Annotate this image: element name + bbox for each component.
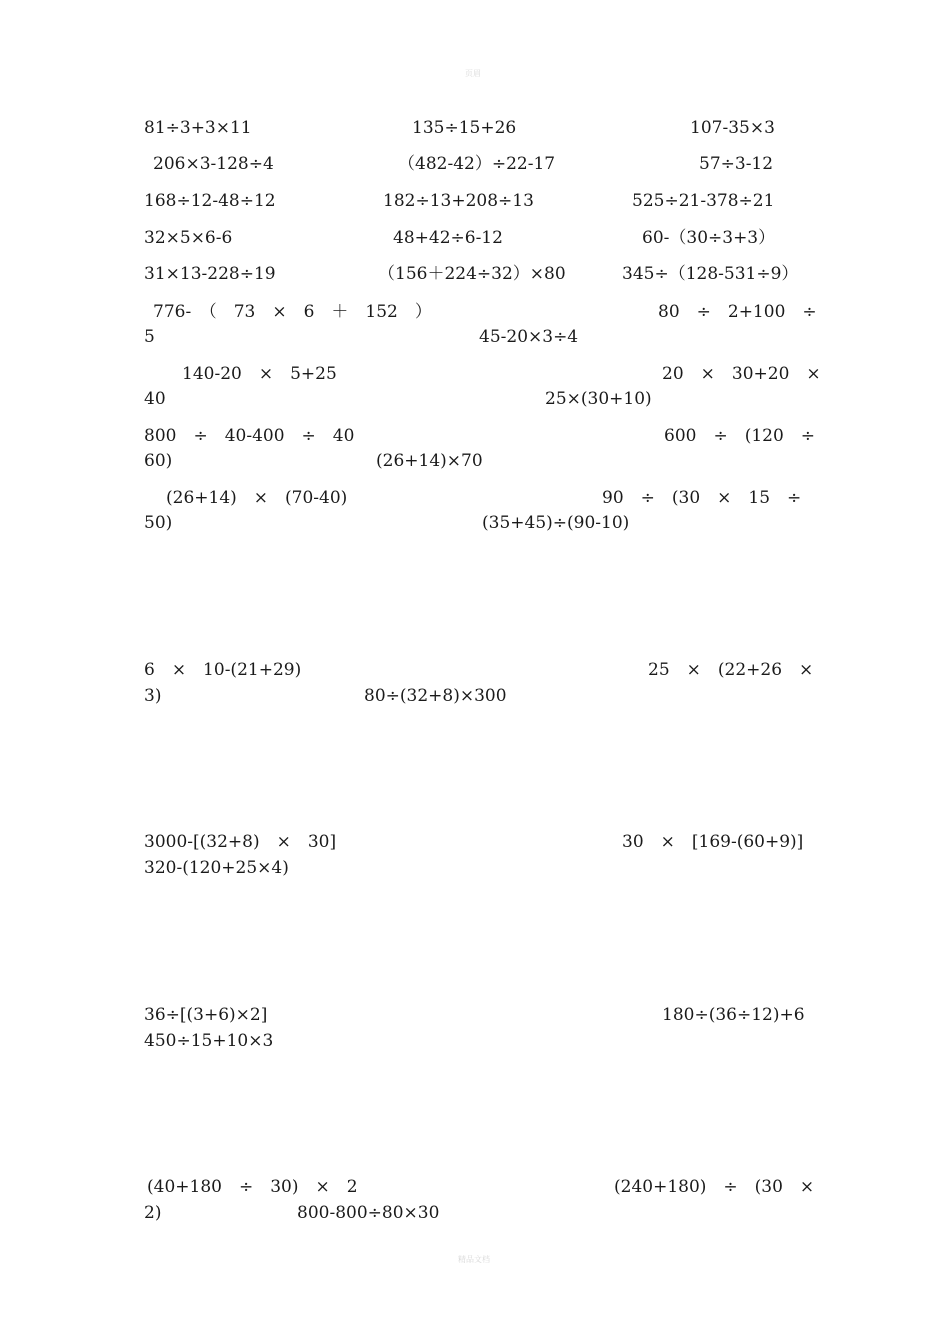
problem: 81÷3+3×11 xyxy=(144,118,252,138)
problem: (40+180 ÷ 30) × 2 xyxy=(147,1177,358,1197)
problem: (240+180) ÷ (30 × xyxy=(614,1177,815,1197)
problem: 345÷（128-531÷9） xyxy=(622,264,799,284)
problem: 60-（30÷3+3） xyxy=(642,228,776,248)
problem: (26+14) × (70-40) xyxy=(166,488,348,508)
problem: 776- （ 73 × 6 ＋ 152 ） xyxy=(153,302,432,322)
problem: 31×13-228÷19 xyxy=(144,264,276,284)
problem: 168÷12-48÷12 xyxy=(144,191,276,211)
problem: 180÷(36÷12)+6 xyxy=(662,1005,805,1025)
problem: 30 × [169-(60+9)] xyxy=(622,832,804,852)
problem: 600 ÷ (120 ÷ xyxy=(664,426,816,446)
problem: 800 ÷ 40-400 ÷ 40 xyxy=(144,426,355,446)
problem: 20 × 30+20 × xyxy=(662,364,821,384)
problem: (35+45)÷(90-10) xyxy=(482,513,630,533)
problem: 48+42÷6-12 xyxy=(393,228,503,248)
problem: 80 ÷ 2+100 ÷ xyxy=(658,302,817,322)
problem: (26+14)×70 xyxy=(376,451,483,471)
problem: 25 × (22+26 × xyxy=(648,660,814,680)
problem: 6 × 10-(21+29) xyxy=(144,660,302,680)
problem: 800-800÷80×30 xyxy=(297,1203,440,1223)
problem: （482-42）÷22-17 xyxy=(398,154,556,174)
problem: 320-(120+25×4) xyxy=(144,858,289,878)
problem: 107-35×3 xyxy=(690,118,775,138)
problem-continued: 50) xyxy=(144,513,173,533)
problem: 45-20×3÷4 xyxy=(479,327,579,347)
problem: 57÷3-12 xyxy=(699,154,774,174)
footer-mark: 精品文档 xyxy=(458,1255,490,1264)
problem: 206×3-128÷4 xyxy=(153,154,274,174)
problem-continued: 40 xyxy=(144,389,166,409)
problem: 450÷15+10×3 xyxy=(144,1031,274,1051)
problem: 140-20 × 5+25 xyxy=(182,364,337,384)
problem: 3000-[(32+8) × 30] xyxy=(144,832,337,852)
problem: 32×5×6-6 xyxy=(144,228,233,248)
header-mark: 页眉 xyxy=(465,69,481,78)
problem-continued: 3) xyxy=(144,686,162,706)
problem: 80÷(32+8)×300 xyxy=(364,686,507,706)
problem-continued: 5 xyxy=(144,327,155,347)
problem: （156＋224÷32）×80 xyxy=(378,264,566,284)
problem-continued: 2) xyxy=(144,1203,162,1223)
problem: 36÷[(3+6)×2] xyxy=(144,1005,268,1025)
problem: 182÷13+208÷13 xyxy=(383,191,534,211)
problem: 135÷15+26 xyxy=(412,118,517,138)
problem-continued: 60) xyxy=(144,451,173,471)
problem: 25×(30+10) xyxy=(545,389,652,409)
problem: 525÷21-378÷21 xyxy=(632,191,775,211)
problem: 90 ÷ (30 × 15 ÷ xyxy=(602,488,802,508)
